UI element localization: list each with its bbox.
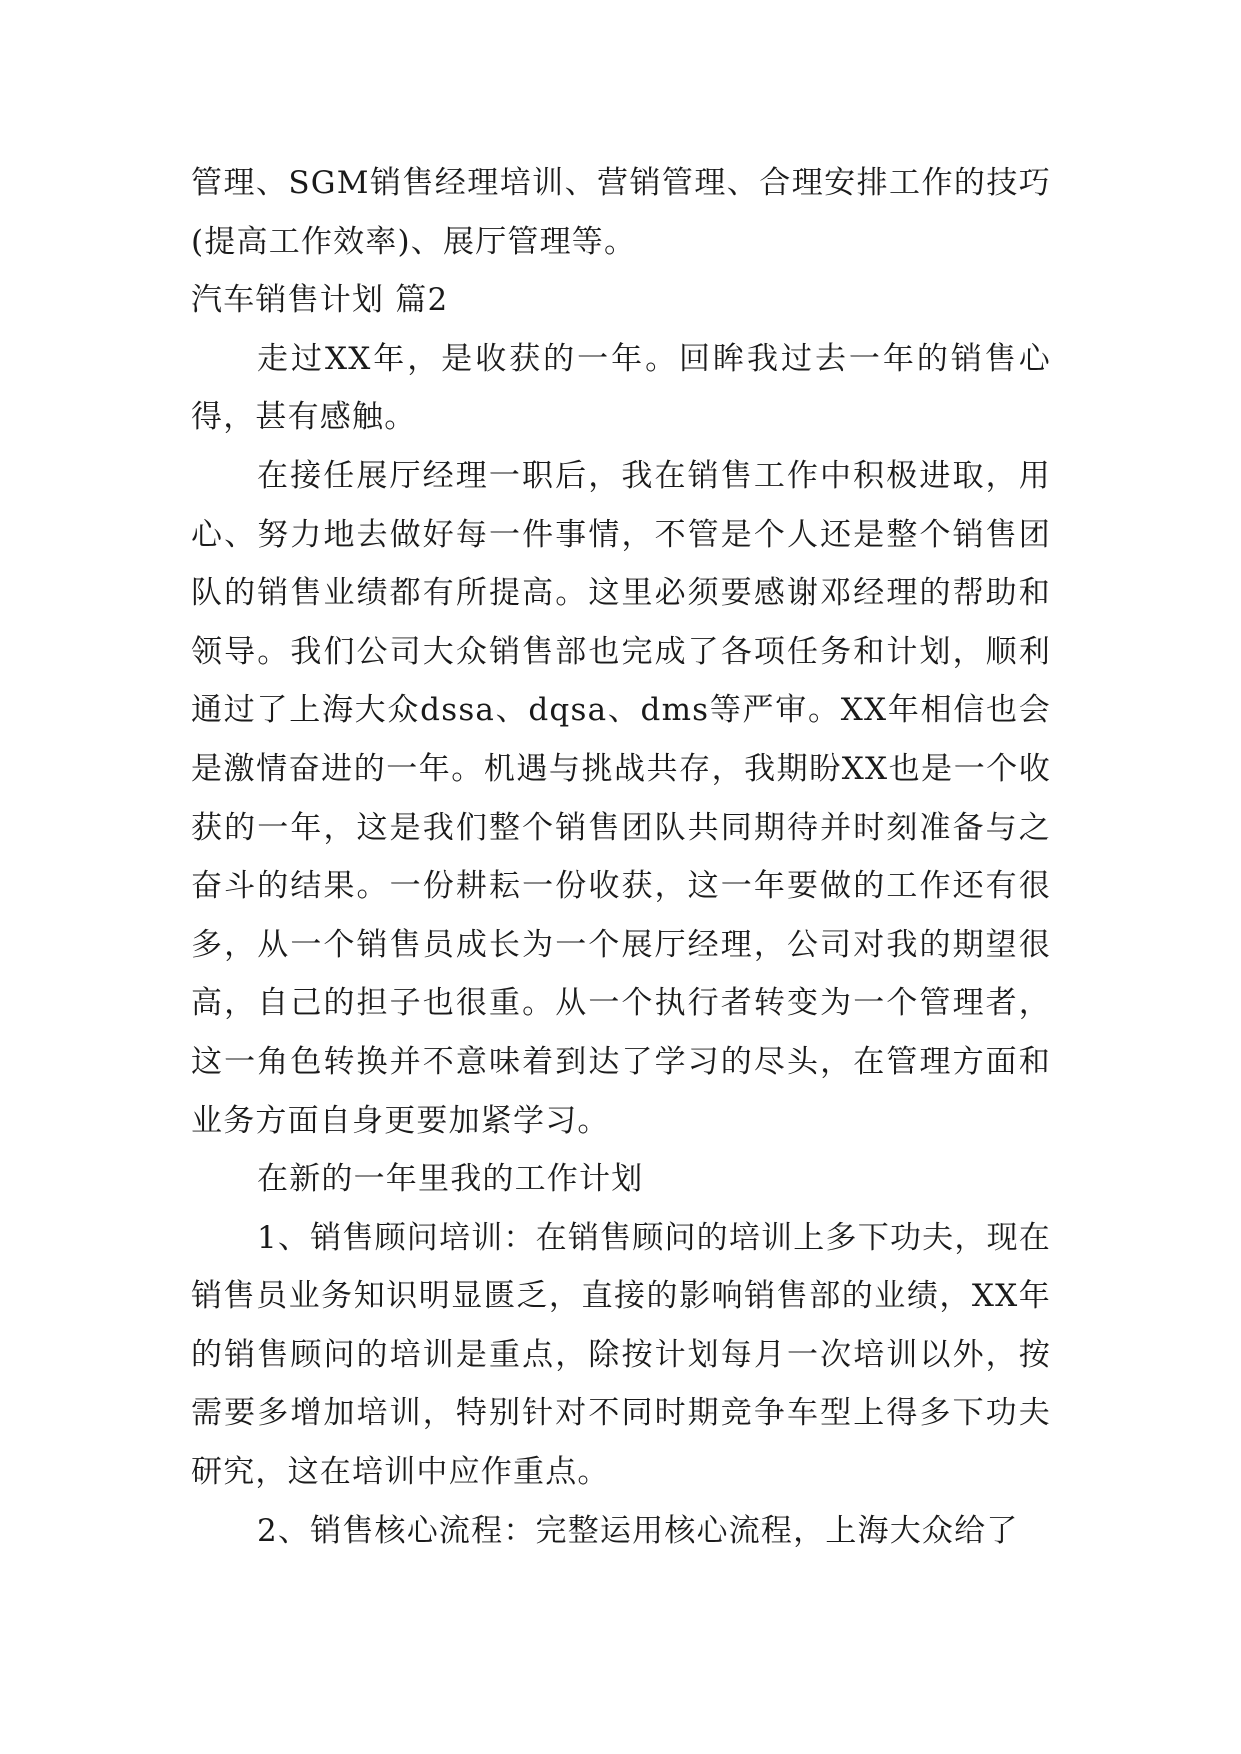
paragraph-plan-title: 在新的一年里我的工作计划 [257,1161,644,1198]
paragraph-review: 在接任展厅经理一职后，我在销售工作中积极进取，用心、努力地去做好每一件事情，不管是个人还是整个销售团队的销售业绩都有所提高。这里必须要感谢邓经理的帮助和领导。我们公司大众销售部也完成了各项任务和计划，顺利通过了上海大众dssa、dqsa、dms等严审。XX年相信也会是激情奋进的一年。机遇与挑战共存，我期盼XX也是一个收获的一年，这是我们整个销售团队共同期待并时刻准备与之奋斗的结果。一份耕耘一份收获，这一年要做的工作还有很多，从一个销售员成长为一个展厅经理，公司对我的期望很高，自己的担子也很重。从一个执行者转变为一个管理者，这一角色转换并不意味着到达了学习的尽头，在管理方面和业务方面自身更要加紧学习。 [191,457,1051,1139]
paragraph-plan-item-1: 1、销售顾问培训：在销售顾问的培训上多下功夫，现在销售员业务知识明显匮乏，直接的影响销售部的业绩，XX年的销售顾问的培训是重点，除按计划每月一次培训以外，按需要多增加培训，特别针对不同时期竞争车型上得多下功夫研究，这在培训中应作重点。 [191,1219,1051,1491]
paragraph-plan-item-2: 2、销售核心流程：完整运用核心流程，上海大众给了 [257,1512,1019,1549]
paragraph-intro: 走过XX年，是收获的一年。回眸我过去一年的销售心得，甚有感触。 [191,340,1051,436]
section-heading: 汽车销售计划 篇2 [191,282,449,319]
document-body [191,154,1051,1560]
paragraph-continuation: 管理、SGM销售经理培训、营销管理、合理安排工作的技巧(提高工作效率)、展厅管理等。 [191,165,1051,260]
